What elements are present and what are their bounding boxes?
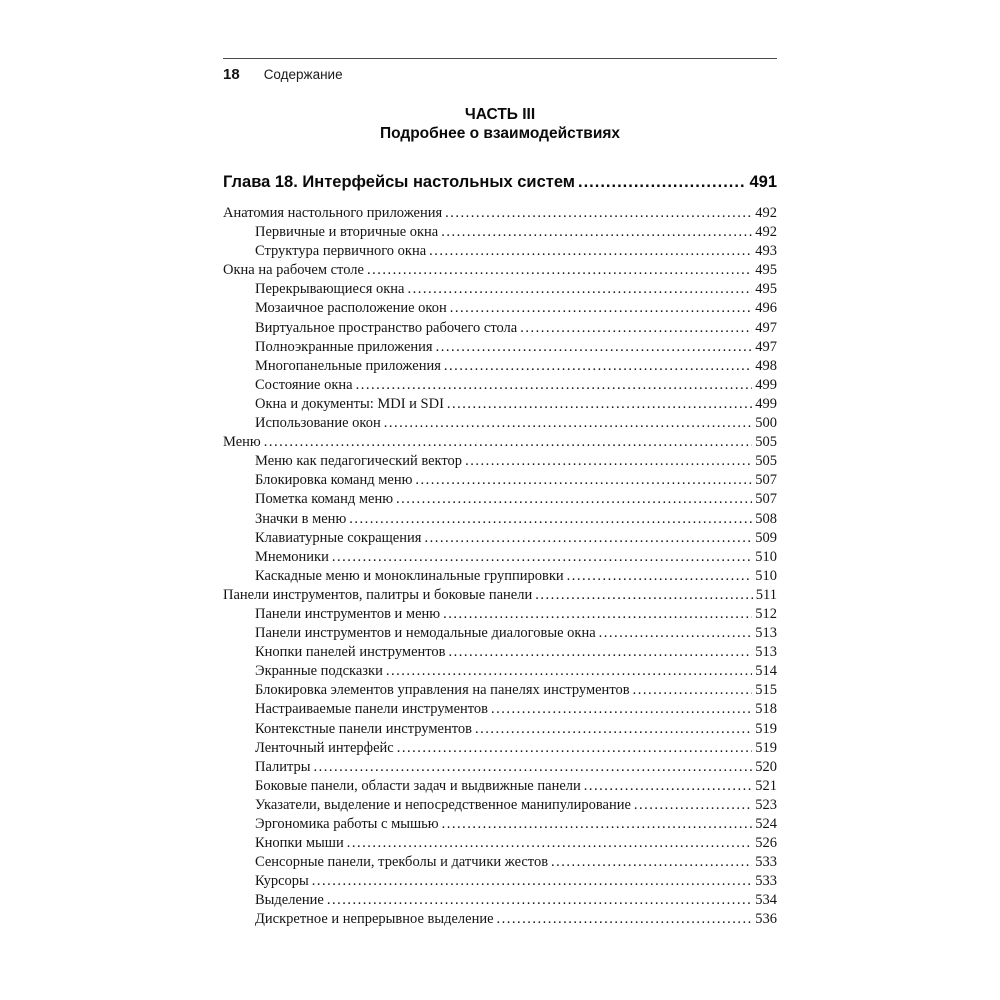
toc-entry-page-number: 526 — [755, 835, 777, 852]
toc-entry — [223, 643, 777, 662]
toc-entry-page-number: 505 — [755, 453, 777, 470]
toc-entry-page-number: 513 — [755, 644, 777, 661]
dot-leader — [443, 605, 752, 624]
toc-entry — [223, 739, 777, 758]
toc-entry-page-number: 520 — [755, 758, 777, 775]
toc-entry — [223, 872, 777, 891]
toc-entry-page-number: 519 — [755, 720, 777, 737]
toc-entry-title: Дискретное и непрерывное выделение — [255, 911, 494, 928]
toc-list — [223, 204, 777, 930]
toc-entry-title: Панели инструментов, палитры и боковые панели — [223, 586, 533, 603]
dot-leader — [442, 815, 753, 834]
toc-entry-title: Настраиваемые панели инструментов — [255, 701, 489, 718]
toc-entry — [223, 223, 777, 242]
toc-entry-page-number: 498 — [755, 357, 777, 374]
dot-leader — [445, 204, 752, 223]
toc-entry-title: Блокировка элементов управления на панелях инструментов — [255, 682, 630, 699]
dot-leader — [408, 280, 753, 299]
toc-entry-title: Сенсорные панели, трекболы и датчики жестов — [255, 854, 549, 871]
toc-entry-title: Полноэкранные приложения — [255, 338, 433, 355]
dot-leader — [520, 319, 752, 338]
dot-leader — [465, 452, 752, 471]
running-head — [223, 58, 777, 83]
toc-entry-title: Контекстные панели инструментов — [255, 720, 472, 737]
toc-entry-title: Перекрывающиеся окна — [255, 281, 405, 298]
toc-entry-title: Использование окон — [255, 415, 381, 432]
dot-leader — [424, 529, 752, 548]
dot-leader — [386, 662, 752, 681]
dot-leader — [491, 700, 752, 719]
toc-entry-page-number: 514 — [755, 663, 777, 680]
toc-entry — [223, 280, 777, 299]
dot-leader — [633, 681, 753, 700]
toc-entry-title: Структура первичного окна — [255, 243, 427, 260]
toc-entry-title: Экранные подсказки — [255, 663, 383, 680]
toc-entry-title: Состояние окна — [255, 376, 353, 393]
toc-entry — [223, 376, 777, 395]
dot-leader — [475, 720, 752, 739]
toc-entry-page-number: 496 — [755, 300, 777, 317]
dot-leader — [441, 223, 752, 242]
toc-entry-page-number: 497 — [755, 319, 777, 336]
toc-entry-page-number: 510 — [755, 567, 777, 584]
toc-entry-title: Боковые панели, области задач и выдвижные панели — [255, 777, 581, 794]
toc-entry-page-number: 518 — [755, 701, 777, 718]
toc-entry-title: Значки в меню — [255, 510, 347, 527]
toc-entry-title: Меню как педагогический вектор — [255, 453, 463, 470]
dot-leader — [429, 242, 752, 261]
toc-entry — [223, 891, 777, 910]
toc-entry-title: Эргономика работы с мышью — [255, 816, 439, 832]
dot-leader — [444, 357, 752, 376]
toc-entry-page-number: 534 — [755, 892, 777, 909]
toc-entry-title: Блокировка команд меню — [255, 472, 413, 489]
toc-entry-page-number: 521 — [755, 777, 777, 794]
toc-entry — [223, 261, 777, 280]
toc-entry-page-number: 492 — [755, 205, 777, 221]
toc-entry — [223, 700, 777, 719]
toc-entry-title: Клавиатурные сокращения — [255, 529, 422, 546]
dot-leader — [449, 643, 753, 662]
chapter-title: Глава 18. Интерфейсы настольных систем — [223, 173, 575, 191]
dot-leader — [332, 548, 752, 567]
part-title: Подробнее о взаимодействиях — [379, 125, 621, 142]
toc-entry — [223, 395, 777, 414]
toc-entry — [223, 586, 777, 605]
toc-entry-page-number: 513 — [755, 625, 777, 642]
toc-entry — [223, 796, 777, 815]
dot-leader — [349, 510, 752, 529]
toc-entry — [223, 319, 777, 338]
dot-leader — [535, 586, 753, 605]
toc-entry-page-number: 495 — [755, 281, 777, 298]
dot-leader — [551, 853, 752, 872]
toc-entry-title: Окна на рабочем столе — [223, 262, 364, 279]
toc-entry-page-number: 505 — [755, 434, 777, 451]
toc-entry — [223, 338, 777, 357]
dot-leader — [264, 433, 753, 452]
toc-entry — [223, 529, 777, 548]
toc-entry-page-number: 500 — [755, 415, 777, 432]
toc-entry — [223, 681, 777, 700]
toc-entry-page-number: 536 — [755, 911, 777, 928]
toc-entry-page-number: 499 — [755, 376, 777, 393]
dot-leader — [384, 414, 753, 433]
toc-entry — [223, 548, 777, 567]
toc-entry-page-number: 510 — [755, 548, 777, 565]
toc-entry — [223, 815, 777, 834]
toc-entry — [223, 452, 777, 471]
page-content — [223, 58, 777, 930]
dot-leader — [567, 567, 753, 586]
toc-entry-page-number: 511 — [755, 586, 777, 603]
toc-entry — [223, 510, 777, 529]
dot-leader — [415, 471, 752, 490]
dot-leader — [356, 376, 753, 395]
toc-entry-title: Пометка команд меню — [255, 491, 394, 508]
dot-leader — [497, 910, 753, 929]
running-head-title: Содержание — [263, 67, 343, 82]
toc-entry — [223, 490, 777, 509]
toc-entry-title: Меню — [223, 434, 261, 451]
toc-entry-page-number: 519 — [755, 739, 777, 756]
toc-entry — [223, 414, 777, 433]
toc-entry — [223, 471, 777, 490]
dot-leader — [314, 758, 753, 777]
dot-leader — [634, 796, 752, 815]
page-number: 18 — [223, 66, 240, 83]
toc-entry-page-number: 493 — [755, 243, 777, 260]
toc-entry-title: Кнопки мыши — [255, 835, 344, 852]
toc-entry-page-number: 492 — [755, 224, 777, 241]
toc-entry-title: Анатомия настольного приложения — [223, 205, 443, 221]
toc-entry — [223, 662, 777, 681]
toc-entry-page-number: 495 — [755, 262, 777, 279]
chapter-entry — [223, 173, 777, 192]
dot-leader — [397, 739, 753, 758]
toc-entry-page-number: 497 — [755, 338, 777, 355]
part-label: ЧАСТЬ III — [464, 106, 536, 123]
toc-entry-title: Панели инструментов и немодальные диалоговые окна — [255, 625, 596, 642]
dot-leader — [312, 872, 752, 891]
toc-entry — [223, 204, 777, 223]
toc-entry-page-number: 508 — [755, 510, 777, 527]
toc-entry — [223, 720, 777, 739]
toc-entry-page-number: 507 — [755, 472, 777, 489]
toc-entry-page-number: 523 — [755, 796, 777, 813]
toc-entry — [223, 242, 777, 261]
dot-leader — [367, 261, 752, 280]
toc-entry-title: Многопанельные приложения — [255, 357, 441, 374]
toc-entry-title: Панели инструментов и меню — [255, 605, 441, 622]
toc-entry-title: Кнопки панелей инструментов — [255, 644, 446, 661]
dot-leader — [578, 173, 746, 192]
toc-entry-title: Палитры — [255, 758, 311, 775]
toc-entry — [223, 910, 777, 929]
toc-entry-page-number: 524 — [755, 816, 777, 832]
toc-entry-page-number: 512 — [755, 605, 777, 622]
toc-entry — [223, 567, 777, 586]
toc-entry-title: Курсоры — [255, 873, 309, 890]
toc-entry-title: Мнемоники — [255, 548, 329, 565]
toc-entry-page-number: 533 — [755, 873, 777, 890]
toc-entry-page-number: 509 — [755, 529, 777, 546]
toc-entry — [223, 834, 777, 853]
toc-entry — [223, 624, 777, 643]
toc-entry — [223, 605, 777, 624]
toc-entry-page-number: 507 — [755, 491, 777, 508]
toc-entry — [223, 299, 777, 318]
toc-entry — [223, 433, 777, 452]
toc-entry-title: Ленточный интерфейс — [255, 739, 394, 756]
dot-leader — [450, 299, 753, 318]
toc-entry-title: Окна и документы: MDI и SDI — [255, 395, 444, 412]
dot-leader — [599, 624, 753, 643]
toc-entry — [223, 777, 777, 796]
dot-leader — [347, 834, 753, 853]
toc-entry — [223, 357, 777, 376]
chapter-page-number: 491 — [749, 173, 777, 191]
toc-entry-title: Мозаичное расположение окон — [255, 300, 447, 317]
toc-entry-page-number: 515 — [755, 682, 777, 699]
toc-entry-page-number: 499 — [755, 395, 777, 412]
toc-entry-title: Виртуальное пространство рабочего стола — [255, 319, 518, 336]
toc-entry-title: Первичные и вторичные окна — [255, 224, 439, 241]
dot-leader — [327, 891, 752, 910]
toc-entry — [223, 853, 777, 872]
toc-entry-title: Каскадные меню и моноклинальные группировки — [255, 567, 564, 584]
part-heading — [223, 105, 777, 143]
toc-entry-title: Указатели, выделение и непосредственное манипулирование — [255, 796, 631, 813]
dot-leader — [396, 490, 752, 509]
toc-entry-page-number: 533 — [755, 854, 777, 871]
toc-entry — [223, 758, 777, 777]
dot-leader — [436, 338, 753, 357]
dot-leader — [447, 395, 752, 414]
toc-entry-title: Выделение — [255, 892, 324, 909]
dot-leader — [584, 777, 752, 796]
